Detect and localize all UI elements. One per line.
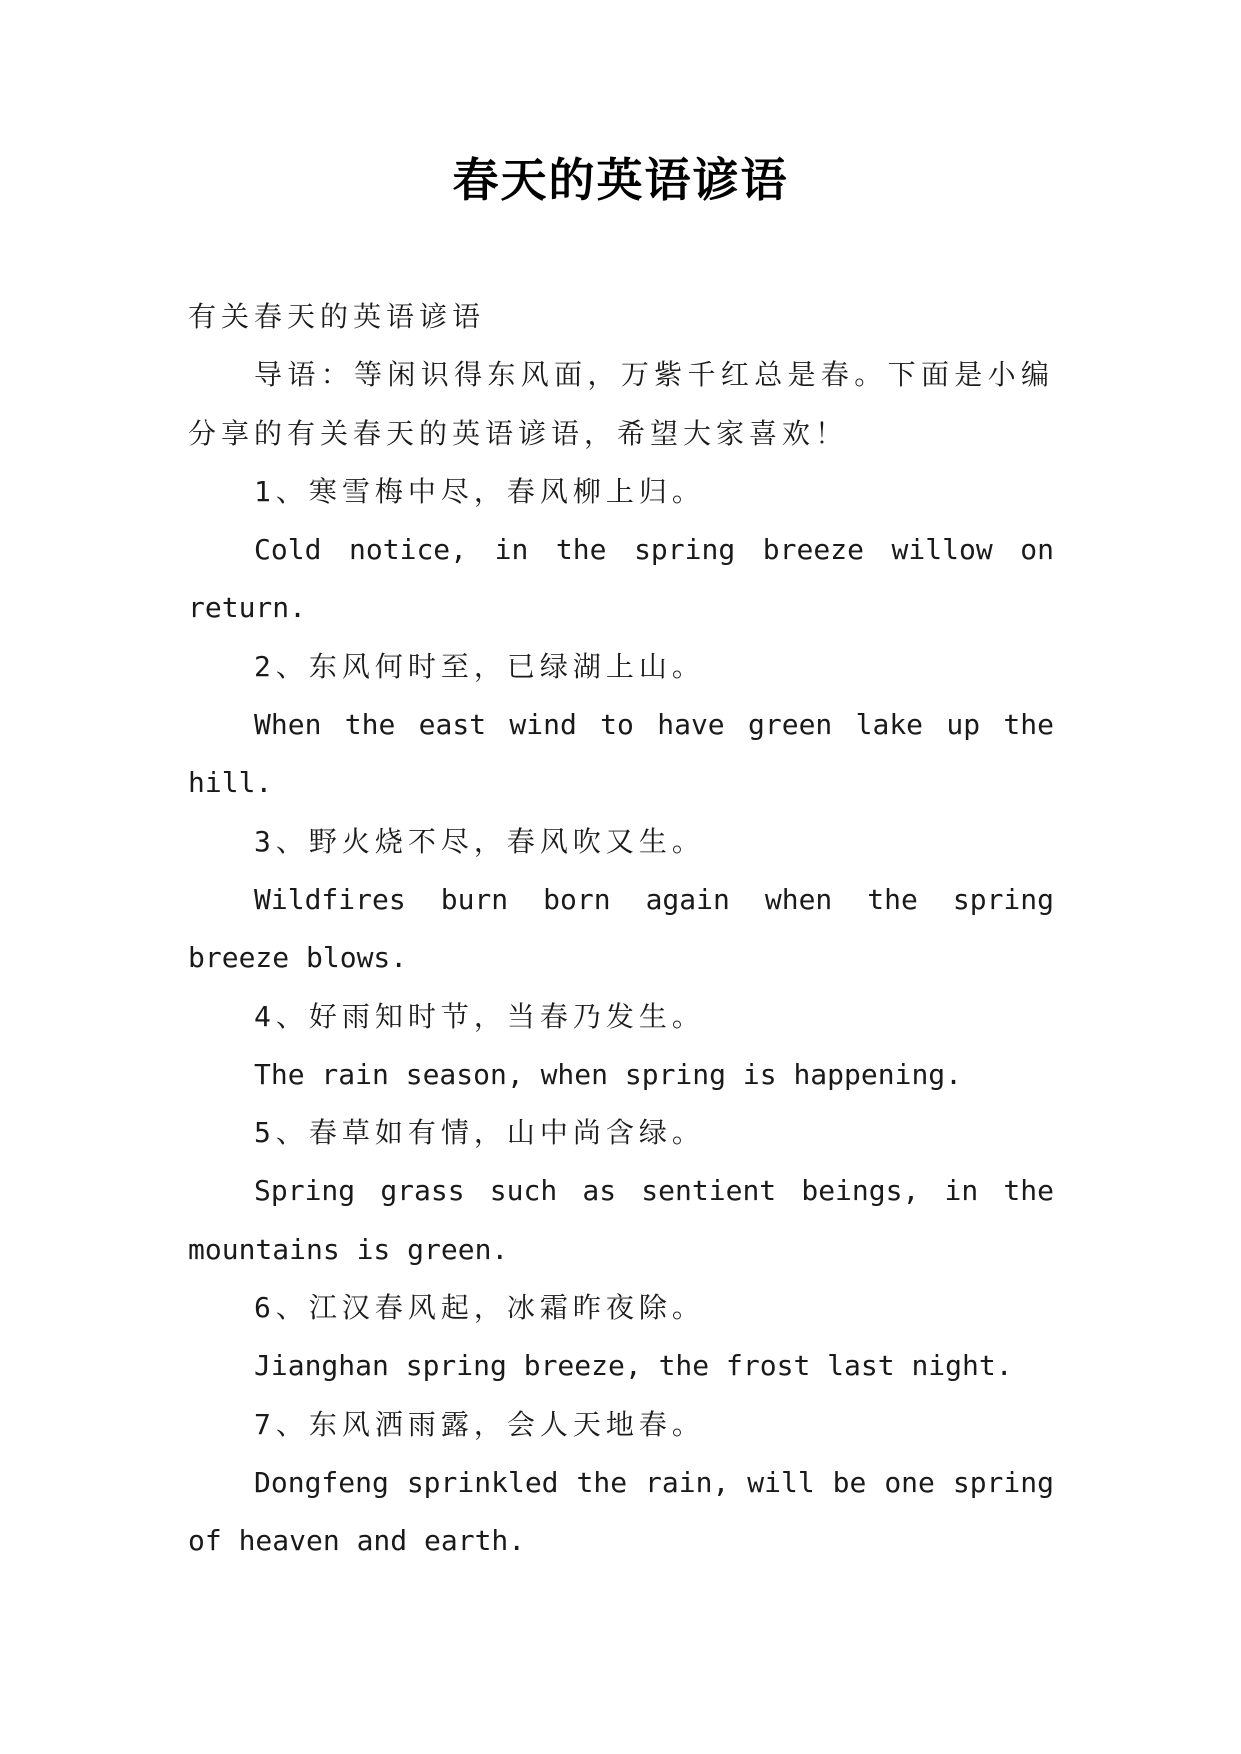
intro-paragraph: 导语：等闲识得东风面，万紫千红总是春。下面是小编分享的有关春天的英语谚语，希望大家喜欢！ <box>188 358 1054 450</box>
proverb-chinese: 2、东风何时至，已绿湖上山。 <box>254 649 705 683</box>
proverb-english: Jianghan spring breeze, the frost last night. <box>254 1349 1013 1383</box>
proverb-chinese: 7、东风洒雨露，会人天地春。 <box>254 1407 705 1441</box>
proverb-english: Wildfires burn born again when the spring breeze blows. <box>188 882 1054 975</box>
proverb-chinese: 1、寒雪梅中尽，春风柳上归。 <box>254 474 705 508</box>
proverb-english: The rain season, when spring is happening. <box>254 1057 963 1091</box>
proverb-english: Cold notice, in the spring breeze willow on return. <box>188 533 1054 625</box>
document-body <box>188 288 1054 1571</box>
proverb-english: Dongfeng sprinkled the rain, will be one spring of heaven and earth. <box>188 1465 1054 1558</box>
proverb-chinese: 3、野火烧不尽，春风吹又生。 <box>254 824 705 858</box>
document-title: 春天的英语谚语 <box>452 153 789 207</box>
proverb-chinese: 5、春草如有情，山中尚含绿。 <box>254 1116 705 1150</box>
proverb-english: When the east wind to have green lake up the hill. <box>188 708 1054 800</box>
proverb-english: Spring grass such as sentient beings, in the mountains is green. <box>188 1174 1054 1266</box>
proverb-chinese: 6、江汉春风起，冰霜昨夜除。 <box>254 1291 705 1325</box>
proverb-chinese: 4、好雨知时节，当春乃发生。 <box>254 999 705 1033</box>
document-subtitle: 有关春天的英语谚语 <box>188 300 486 333</box>
